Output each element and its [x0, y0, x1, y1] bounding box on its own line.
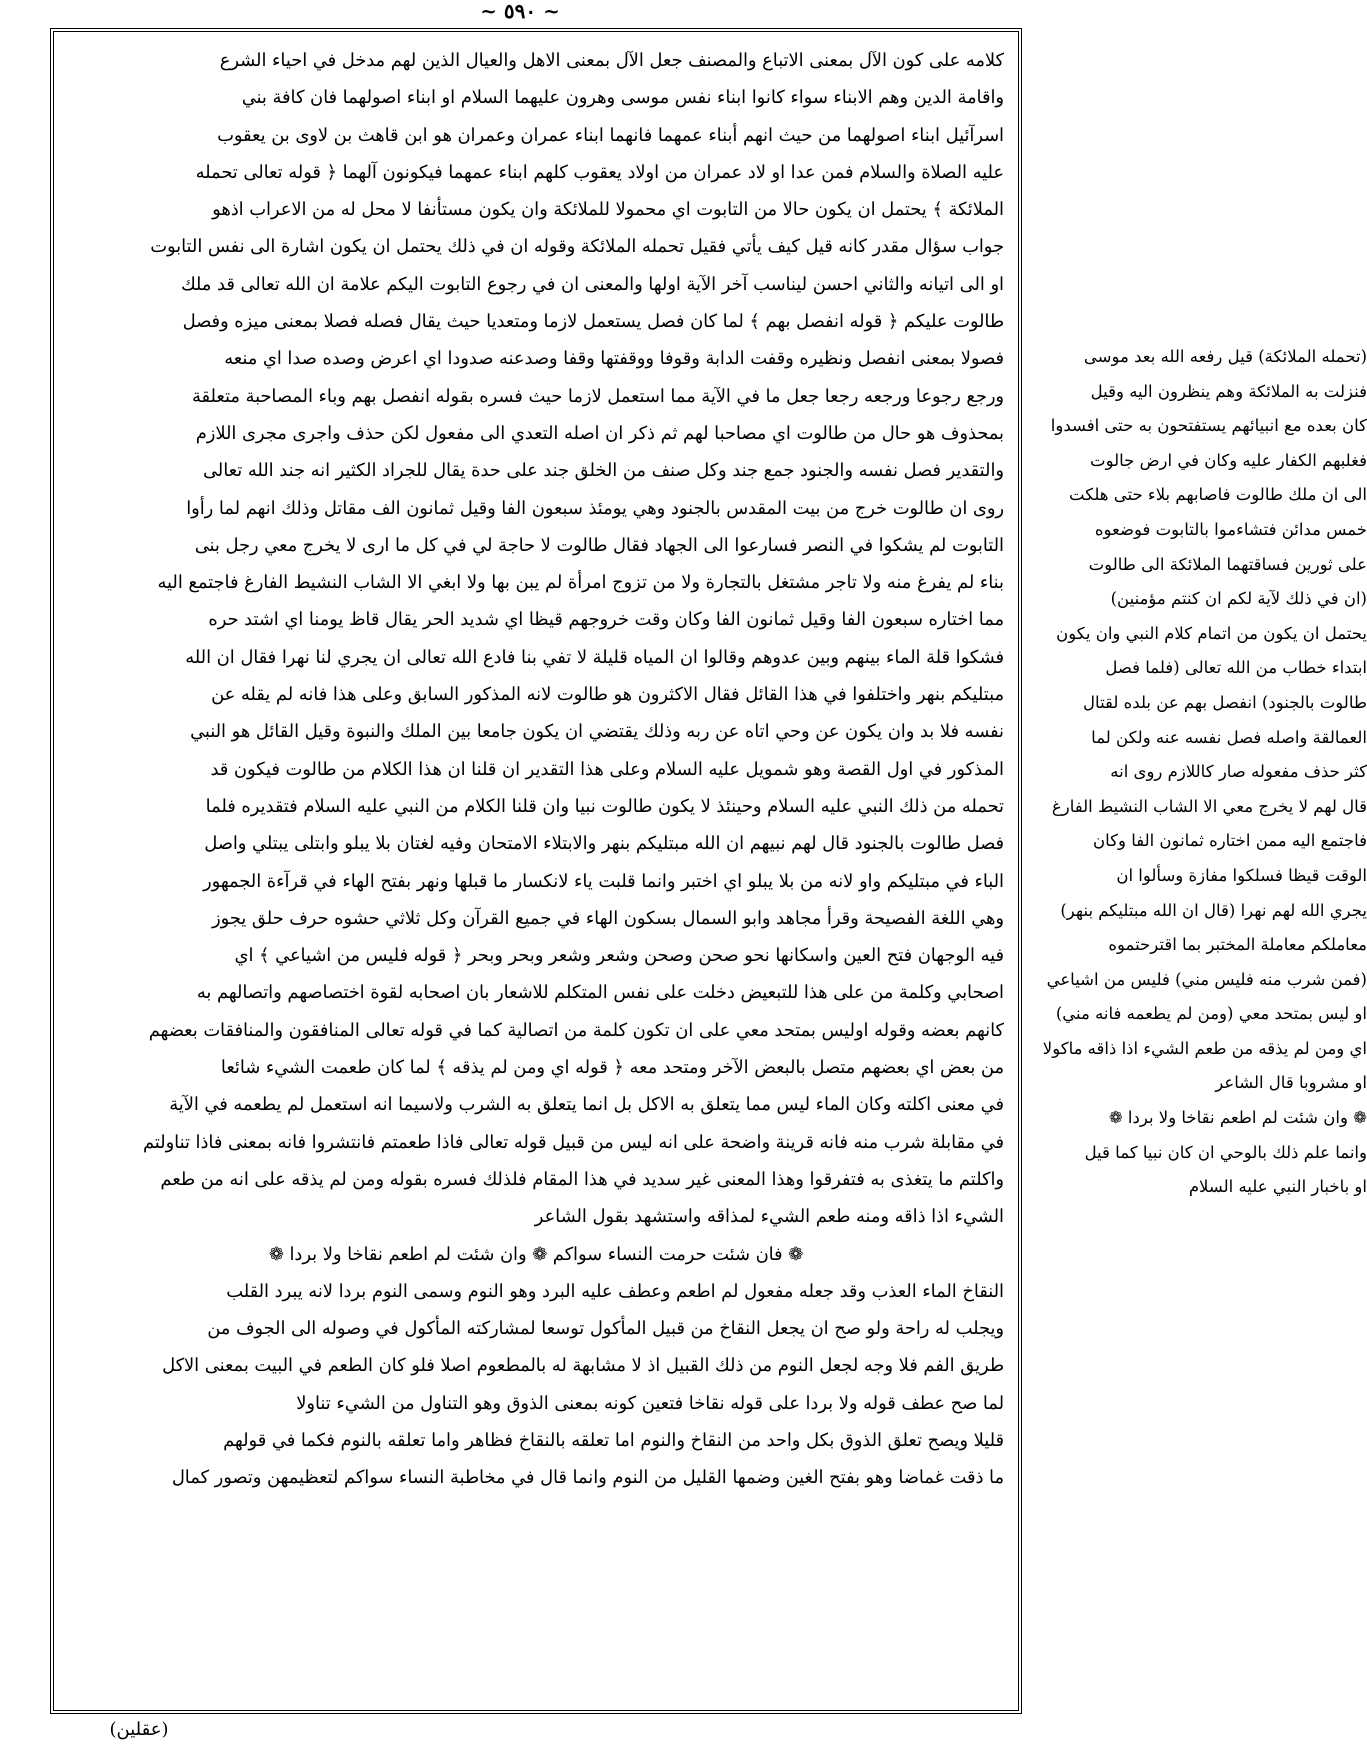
margin-text-line: الوقت قيظا فسلكوا مفازة وسألوا ان	[1116, 865, 1367, 885]
main-text-line: طالوت عليكم ﴿ قوله انفصل بهم ﴾ لما كان فصل يستعمل لازما ومتعديا حيث يقال فصله فصلا بمعنى ميزه وفصل	[182, 311, 1004, 333]
margin-text-line: معاملكم معاملة المختبر بما اقترحتموه	[1108, 935, 1367, 955]
margin-text-line: او مشروبا قال الشاعر	[1215, 1073, 1367, 1093]
main-text-line: جواب سؤال مقدر كانه قيل كيف يأتي فقيل تحمله الملائكة وقوله ان في ذلك يحتمل ان يكون اشارة الى نفس التابوت	[150, 236, 1004, 258]
margin-text-line: كثر حذف مفعوله صار كاللازم روى انه	[1110, 762, 1367, 782]
margin-text-line: او باخبار النبي عليه السلام	[1188, 1177, 1367, 1197]
margin-text-line: فاجتمع اليه ممن اختاره ثمانون الفا وكان	[1092, 831, 1367, 851]
margin-text-line: الى ان ملك طالوت فاصابهم بلاء حتى هلكت	[1069, 485, 1367, 505]
main-text-line: كانهم بعضه وقوله اوليس بمتحد معي على ان تكون كلمة من اتصالية كما في قوله تعالى المنافقون والمنافقات بعضهم	[148, 1019, 1004, 1041]
main-text-line: او الى اتيانه والثاني احسن ليناسب آخر الآية اولها والمعنى ان في رجوع التابوت اليكم علامة ان الله تعالى قد ملك	[180, 273, 1004, 295]
main-text-line: فصولا بمعنى انفصل ونظيره وقفت الدابة وقوفا ووقفتها وقفا وصدعنه صدودا اي اعرض وصده صدا اي منعه	[224, 348, 1004, 370]
main-text-line: قليلا ويصح تعلق الذوق بكل واحد من النقاخ والنوم اما تعلقه بالنقاخ فظاهر واما تعلقه بالنوم فكما في قولهم	[223, 1429, 1004, 1451]
margin-text-line: فنزلت به الملائكة وهم ينظرون اليه وقيل	[1090, 381, 1367, 401]
main-text-line: فيه الوجهان فتح العين واسكانها نحو صحن وصحن وشعر وشعر وبحر وبحر ﴿ قوله فليس من اشياعي ﴾ اي	[234, 945, 1004, 967]
main-text-line: في معنى اكلته وكان الماء ليس مما يتعلق به الاكل بل انما يتعلق به الشرب ولاسيما انه استعمل لم يطعمه في الآية	[169, 1094, 1004, 1116]
main-text-line: تحمله من ذلك النبي عليه السلام وحينئذ لا يكون طالوت نبيا وان قلنا الكلام من النبي عليه السلام فتقديره فلما	[205, 795, 1004, 817]
main-text-line: الباء في مبتليكم واو لانه من بلا يبلو اي اختبر وانما قلبت ياء لانكسار ما قبلها ونهر بفتح الهاء في قرآءة الجمهور	[203, 870, 1004, 892]
main-text-line: نفسه فلا بد وان يكون عن وحي اتاه عن ربه وذلك يقتضي ان يكون جامعا بين الملك والنبوة وقيل القائل هو النبي	[190, 721, 1004, 743]
margin-text-line: يجري الله لهم نهرا (قال ان الله مبتليكم بنهر)	[1060, 900, 1367, 920]
margin-text-line: على ثورين فساقتهما الملائكة الى طالوت	[1088, 554, 1367, 574]
margin-text-line: اي ومن لم يذقه من طعم الشيء اذا ذاقه ماكولا	[1042, 1038, 1367, 1058]
main-text-line: طريق الفم فلا وجه لجعل النوم من ذلك القبيل اذ لا مشابهة له بالمطعوم اصلا فلو كان الطعم في البيت بمعنى الاكل	[162, 1355, 1004, 1377]
margin-text-line: (ان في ذلك لآية لكم ان كنتم مؤمنين)	[1110, 589, 1367, 609]
margin-commentary	[1026, 340, 1367, 1440]
margin-text-line: ابتداء خطاب من الله تعالى (فلما فصل	[1105, 658, 1367, 678]
margin-text-line: (تحمله الملائكة) قيل رفعه الله بعد موسى	[1083, 347, 1367, 366]
main-text-line: وهي اللغة الفصيحة وقرأ مجاهد وابو السمال بسكون الهاء في جميع القرآن وكل ثلاثي حشوه حرف حلق يجوز	[212, 907, 1004, 929]
main-text-line: الملائكة ﴾ يحتمل ان يكون حالا من التابوت اي محمولا للملائكة وان يكون مستأنفا لا محل له من الاعراب اذهو	[212, 199, 1004, 221]
main-text-line: واكلتم ما يتغذى به فتفرقوا وهذا المعنى غير سديد في هذا المقام فلذلك فسره بقوله ومن لم يذقه على انه من طعم	[160, 1168, 1004, 1190]
main-text-line: فصل طالوت بالجنود قال لهم نبيهم ان الله مبتليكم بنهر والابتلاء الامتحان وفيه لغتان بلا يبلو وابتلى يبتلي واصل	[204, 833, 1004, 855]
main-text-line: في مقابلة شرب منه فانه قرينة واضحة على انه ليس من قبيل قوله تعالى فاذا طعمتم فانتشروا فانه بمعنى فاذا تناولتم	[142, 1131, 1004, 1153]
main-text-line: ويجلب له راحة ولو صح ان يجعل النقاخ من قبيل المأكول توسعا لمشاركته المأكول في وصوله الى الجوف من	[207, 1318, 1004, 1340]
main-text-line: مما اختاره سبعون الفا وقيل ثمانون الفا وكان وقت خروجهم قيظا اي شديد الحر يقال قاظ يومنا اي اشتد حره	[208, 609, 1004, 631]
main-text-line: النقاخ الماء العذب وقد جعله مفعول لم اطعم وعطف عليه البرد وهو النوم وسمى النوم بردا لانه يبرد القلب	[226, 1280, 1004, 1302]
main-text-frame	[50, 28, 1022, 1714]
main-text-line: فشكوا قلة الماء بينهم وبين عدوهم وقالوا ان المياه قليلة لا تفي بنا فادع الله تعالى ان يجري لنا نهرا فقال ان الله	[185, 646, 1004, 668]
margin-text-line: قال لهم لا يخرج معي الا الشاب النشيط الفارغ	[1051, 796, 1367, 816]
main-text-line: واقامة الدين وهم الابناء سواء كانوا ابناء نفس موسى وهرون عليهما السلام او ابناء اصولهما فان كافة بني	[241, 87, 1004, 109]
main-text-line: بناء لم يفرغ منه ولا تاجر مشتغل بالتجارة ولا من تزوج امرأة لم يبن بها ولا ابغي الا الشاب النشيط الفارغ فاجتمع اليه	[157, 572, 1004, 594]
margin-text-line: خمس مدائن فتشاءموا بالتابوت فوضعوه	[1094, 519, 1367, 539]
margin-text-line: كان بعده مع انبيائهم يستفتحون به حتى افسدوا	[1050, 416, 1367, 436]
margin-text-line: العمالقة واصله فصل نفسه عنه ولكن لما	[1091, 727, 1367, 747]
margin-text-line: فغلبهم الكفار عليه وكان في ارض جالوت	[1090, 450, 1367, 470]
main-text-line: ورجع رجوعا ورجعه رجعا جعل ما في الآية مما استعمل لازما حيث فسره بقوله انفصل بهم وباء المصاحبة متعلقة	[192, 385, 1004, 407]
catchword: (عقلين)	[109, 1719, 169, 1740]
margin-text-line: ❁ وان شئت لم اطعم نقاخا ولا بردا ❁	[1108, 1108, 1367, 1128]
margin-text-line: (فمن شرب منه فليس مني) فليس من اشياعي	[1046, 969, 1367, 989]
main-text-line: اصحابي وكلمة من على هذا للتبعيض دخلت على نفس المتكلم للاشعار بان اصحابه لقوة اختصاصهم واتصالهم به	[196, 982, 1004, 1004]
margin-text-line: وانما علم ذلك بالوحي ان كان نبيا كما قيل	[1084, 1142, 1367, 1162]
main-text-line: روى ان طالوت خرج من بيت المقدس بالجنود وهي يومئذ سبعون الفا وقيل ثمانون الف مقاتل وذلك انهم لما رأوا	[186, 497, 1004, 519]
main-text-line: المذكور في اول القصة وهو شمويل عليه السلام وعلى هذا التقدير ان قلنا ان هذا الكلام من طالوت فيكون قد	[210, 758, 1004, 780]
margin-text-line: او ليس بمتحد معي (ومن لم يطعمه فانه مني)	[1055, 1004, 1367, 1024]
main-text-line: التابوت لم يشكوا في النصر فسارعوا الى الجهاد فقال طالوت لا حاجة لي في كل ما ارى لا يخرج معي رجل بنى	[194, 534, 1004, 556]
main-text-line: الشيء اذا ذاقه ومنه طعم الشيء لمذاقه واستشهد بقول الشاعر	[534, 1206, 1004, 1228]
main-text-line: مبتليكم بنهر واختلفوا في هذا القائل فقال الاكثرون هو طالوت لانه المذكور السابق وعلى هذا فانه لم يقله عن	[211, 684, 1004, 706]
main-text-line: من بعض اي بعضهم متصل بالبعض الآخر ومتحد معه ﴿ قوله اي ومن لم يذقه ﴾ لما كان طعمت الشيء شائعا	[220, 1057, 1004, 1079]
margin-text-line: طالوت بالجنود) انفصل بهم عن بلده لقتال	[1083, 692, 1367, 712]
main-text-line: اسرآئيل ابناء اصولهما من حيث انهم أبناء عمهما فانهما ابناء عمران وعمران هو ابن قاهث بن لاوى بن يعقوب	[217, 124, 1004, 146]
main-text-line: ما ذقت غماضا وهو بفتح الغين وضمها القليل من النوم وانما قال في مخاطبة النساء سواكم لتعظيمهن وتصور كمال	[171, 1467, 1004, 1489]
main-text-line: لما صح عطف قوله ولا بردا على قوله نقاخا فتعين كونه بمعنى الذوق وهو التناول من الشيء تناولا	[296, 1392, 1004, 1414]
main-text-line: والتقدير فصل نفسه والجنود جمع جند وكل صنف من الخلق جند على حدة يقال للجراد الكثير انه جند الله تعالى	[202, 460, 1004, 482]
main-text-line: ❁ فان شئت حرمت النساء سواكم ❁ وان شئت لم اطعم نقاخا ولا بردا ❁	[268, 1243, 804, 1265]
main-text-line: بمحذوف هو حال من طالوت اي مصاحبا لهم ثم ذكر ان اصله التعدي الى مفعول لكن حذف واجرى مجرى اللازم	[195, 422, 1004, 444]
page-number: ~ ٥٩٠ ~	[480, 0, 560, 23]
margin-text-line: يحتمل ان يكون من اتمام كلام النبي وان يكون	[1056, 623, 1367, 643]
main-text-line: كلامه على كون الآل بمعنى الاتباع والمصنف جعل الآل بمعنى الاهل والعيال الذين لهم مدخل في احياء الشرع	[219, 50, 1004, 71]
main-text-line: عليه الصلاة والسلام فمن عدا او لاد عمران من اولاد يعقوب كلهم ابناء عمهما فيكونون آلهما ﴿ قوله تعالى تحمله	[195, 161, 1004, 183]
